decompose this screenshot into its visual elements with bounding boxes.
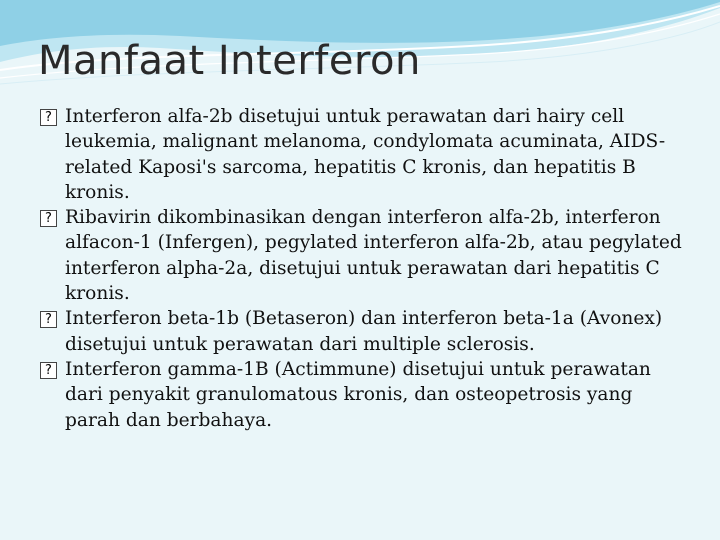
bullet-text: Interferon alfa-2b disetujui untuk perawatan dari hairy cell leukemia, malignant melanoma, condylomata acuminata, AIDS-related Kaposi's sarcoma, hepatitis C kronis, dan hepatitis B kronis. bbox=[65, 106, 666, 203]
bullet-marker-icon: ? bbox=[40, 109, 57, 126]
bullet-item bbox=[40, 357, 690, 433]
bullet-item bbox=[40, 104, 690, 205]
bullet-text: Ribavirin dikombinasikan dengan interferon alfa-2b, interferon alfacon-1 (Infergen), pegylated interferon alfa-2b, atau pegylated interferon alpha-2a, disetujui untuk perawatan dari hepatitis C kronis. bbox=[65, 207, 682, 305]
bullet-item bbox=[40, 306, 690, 357]
bullet-item bbox=[40, 205, 690, 306]
bullet-text: Interferon gamma-1B (Actimmune) disetujui untuk perawatan dari penyakit granulomatous kronis, dan osteopetrosis yang parah dan berbahaya. bbox=[65, 358, 651, 431]
bullet-marker-icon: ? bbox=[40, 311, 57, 328]
bullet-text: Interferon beta-1b (Betaseron) dan interferon beta-1a (Avonex) disetujui untuk perawatan dari multiple sclerosis. bbox=[65, 308, 663, 355]
bullet-list bbox=[40, 104, 690, 433]
bullet-marker-icon: ? bbox=[40, 210, 57, 227]
slide-title: Manfaat Interferon bbox=[38, 38, 421, 84]
bullet-marker-icon: ? bbox=[40, 362, 57, 379]
